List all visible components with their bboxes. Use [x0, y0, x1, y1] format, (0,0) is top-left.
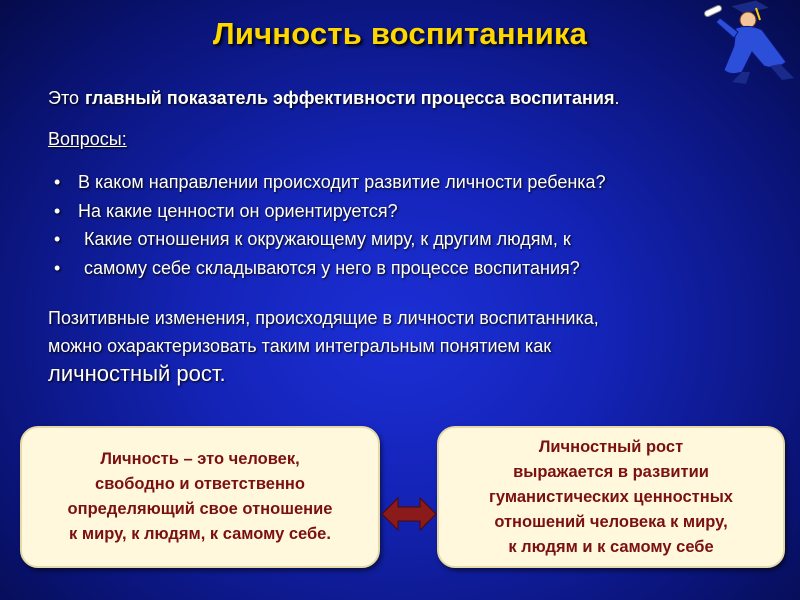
question-item: • На какие ценности он ориентируется?	[52, 197, 606, 226]
box-line: к миру, к людям, к самому себе.	[69, 525, 331, 543]
graduate-mascot-icon	[690, 0, 800, 86]
definition-box-growth	[437, 426, 785, 568]
box-line: Личность – это человек,	[100, 450, 300, 468]
paragraph-line: Позитивные изменения, происходящие в личности воспитанника,	[48, 308, 599, 328]
intro-end: .	[614, 88, 620, 108]
questions-heading: Вопросы:	[48, 129, 127, 149]
slide-title: Личность воспитанника	[212, 16, 588, 51]
box-line: определяющий свое отношение	[67, 500, 333, 518]
question-item: • самому себе складываются у него в процессе воспитания?	[52, 254, 606, 283]
box-line: выражается в развитии	[513, 462, 709, 481]
paragraph-line: личностный рост.	[48, 361, 226, 386]
paragraph-line: можно охарактеризовать таким интегральным понятием как	[48, 336, 552, 356]
summary-paragraph	[48, 304, 768, 388]
box-line: свободно и ответственно	[95, 475, 305, 493]
intro-text	[48, 88, 620, 109]
question-item: • Какие отношения к окружающему миру, к другим людям, к	[52, 225, 606, 254]
definition-box-personality	[20, 426, 380, 568]
box-line: гуманистических ценностных	[489, 487, 733, 506]
questions-list	[52, 168, 606, 282]
double-arrow-icon	[382, 496, 436, 532]
intro-lead: Это	[48, 88, 79, 108]
question-item: • В каком направлении происходит развитие личности ребенка?	[52, 168, 606, 197]
intro-main: главный показатель эффективности процесса воспитания	[85, 88, 615, 108]
box-line: отношений человека к миру,	[494, 512, 728, 531]
box-line: Личностный рост	[538, 437, 684, 456]
box-line: к людям и к самому себе	[508, 537, 714, 556]
